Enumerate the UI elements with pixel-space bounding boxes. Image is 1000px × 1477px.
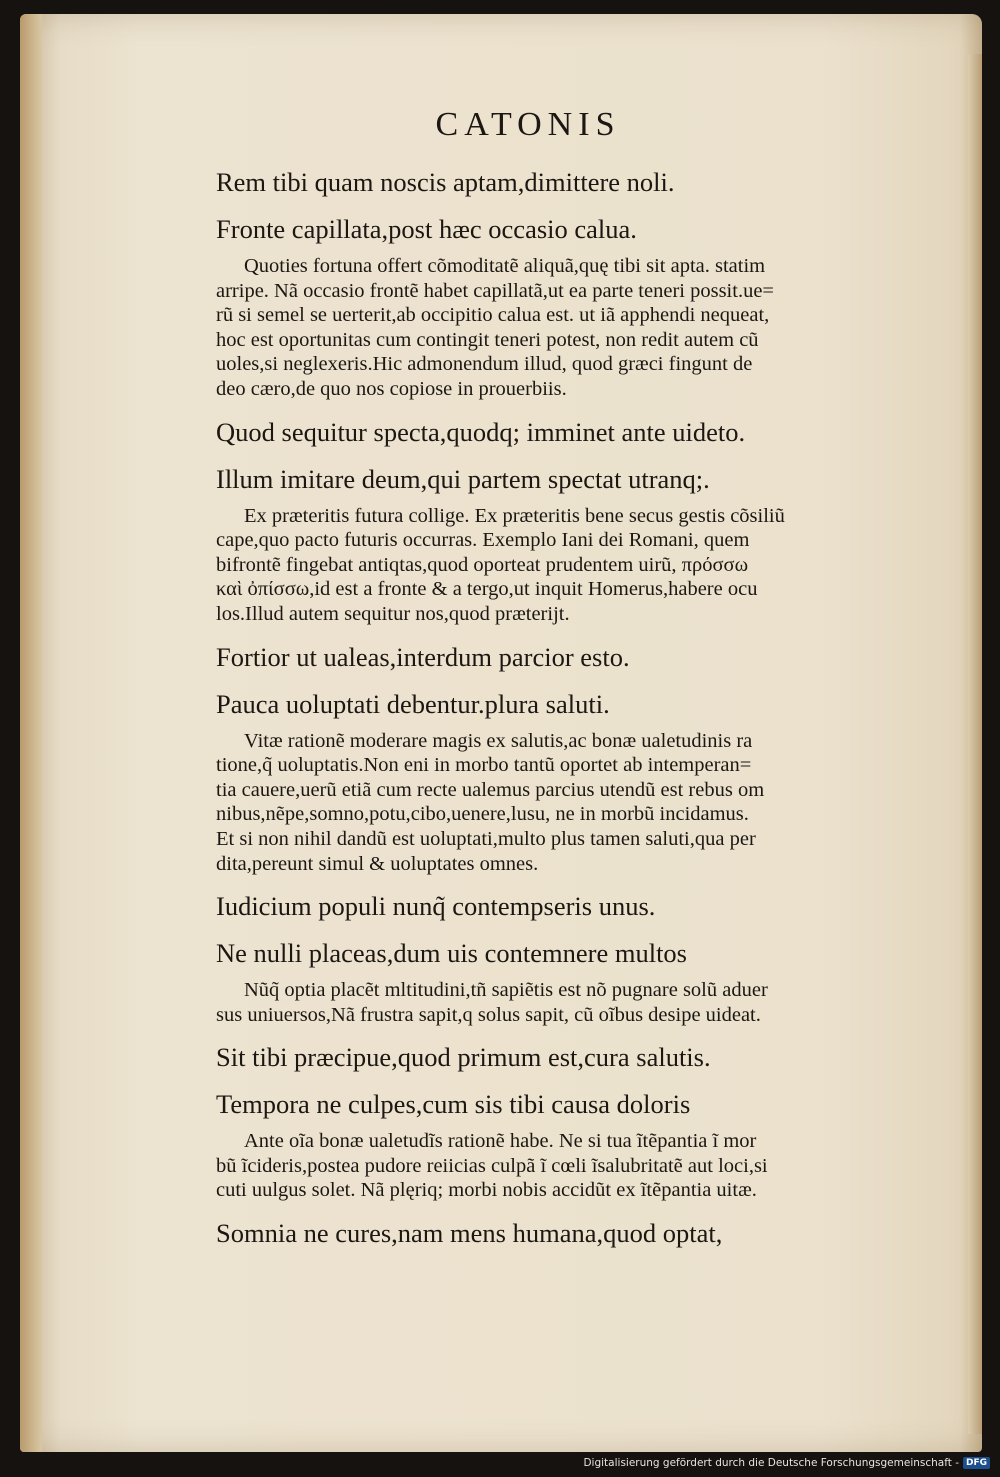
verse-line: Quod sequitur specta,quodq; imminet ante uideto. xyxy=(216,416,746,447)
commentary-line: rũ si semel se uerterit,ab occipitio calua est. ut iã apphendi nequeat, xyxy=(216,304,770,327)
commentary-line: tia cauere,uerũ etiã cum recte ualemus parcius utendũ est rebus om xyxy=(216,778,765,801)
verse-line: Ne nulli placeas,dum uis contemnere multos xyxy=(216,938,687,969)
commentary-line: deo cæro,de quo nos copiose in prouerbiis. xyxy=(216,377,567,400)
commentary-line: Vitæ rationẽ moderare magis ex salutis,ac bonæ ualetudinis ra xyxy=(244,729,753,752)
commentary-paragraph xyxy=(216,254,906,402)
commentary-line: Ex præteritis futura collige. Ex præteritis bene secus gestis cõsiliũ xyxy=(244,504,785,527)
commentary-paragraph xyxy=(216,978,906,1027)
verse-line: Pauca uoluptati debentur.plura saluti. xyxy=(216,688,610,719)
commentary-line: arripe. Nã occasio frontẽ habet capillatã,ut ea parte teneri possit.ue= xyxy=(216,279,774,302)
commentary-line: Nũq̃ optia placẽt mltitudini,tñ sapiẽtis est nõ pugnare solũ aduer xyxy=(244,979,768,1002)
commentary-line: hoc est oportunitas cum contingit teneri potest, non redit autem cũ xyxy=(216,328,759,351)
commentary-line: bũ ĩcideris,postea pudore reiicias culpã ĩ cœli ĩsalubritatẽ aut loci,si xyxy=(216,1154,768,1177)
commentary-line: nibus,nẽpe,somno,potu,cibo,uenere,lusu, ne in morbũ incidamus. xyxy=(216,803,749,826)
verse-line: Fronte capillata,post hæc occasio calua. xyxy=(216,214,637,244)
book-page xyxy=(20,14,982,1452)
commentary-line: uoles,si neglexeris.Hic admonendum illud, quod græci fingunt de xyxy=(216,353,753,376)
footer-credit: Digitalisierung gefördert durch die Deutsche Forschungsgemeinschaft - xyxy=(583,1457,959,1469)
commentary-line: καὶ ὀπίσσω,id est a fronte & a tergo,ut inquit Homerus,habere ocu xyxy=(216,578,758,601)
verse-and-commentary xyxy=(192,158,912,1256)
dfg-logo: DFG xyxy=(963,1457,990,1469)
commentary-paragraph xyxy=(216,729,906,877)
verse-line: Sit tibi præcipue,quod primum est,cura salutis. xyxy=(216,1042,711,1073)
commentary-line: Quoties fortuna offert cõmoditatẽ aliquã,quę tibi sit apta. statim xyxy=(244,255,766,277)
commentary-line: bifrontẽ fingebat antiqtas,quod oporteat prudentem uirũ, πρόσσω xyxy=(216,553,749,576)
commentary-line: cape,quo pacto futuris occurras. Exemplo Iani dei Romani, quem xyxy=(216,529,750,552)
verse-line: Somnia ne cures,nam mens humana,quod optat, xyxy=(216,1218,723,1249)
commentary-line: Ante oĩa bonæ ualetudĩs rationẽ habe. Ne si tua ĩtẽpantia ĩ mor xyxy=(244,1130,757,1153)
page-edge-left xyxy=(20,14,42,1452)
commentary-line: sus uniuersos,Nã frustra sapit,q solus sapit, cũ oĩbus desipe uideat. xyxy=(216,1003,761,1026)
commentary-paragraph xyxy=(216,1129,906,1203)
verse-line: Tempora ne culpes,cum sis tibi causa doloris xyxy=(216,1089,691,1120)
commentary-line: los.Illud autem sequitur nos,quod præterijt. xyxy=(216,602,570,625)
commentary-paragraph xyxy=(216,504,906,627)
verse-line: Rem tibi quam noscis aptam,dimittere noli. xyxy=(216,167,675,197)
commentary-line: cuti uulgus solet. Nã plęriq; morbi nobis accidũt ex ĩtẽpantia uitæ. xyxy=(216,1179,757,1202)
commentary-line: Et si non nihil dandũ est uoluptati,multo plus tamen saluti,qua per xyxy=(216,827,756,850)
page-edge-right xyxy=(968,54,982,1434)
commentary-line: dita,pereunt simul & uoluptates omnes. xyxy=(216,852,539,875)
footer xyxy=(583,1457,990,1469)
running-head: CATONIS xyxy=(435,106,621,143)
verse-line: Iudicium populi nunq̃ contempseris unus. xyxy=(216,891,656,922)
verse-line: Illum imitare deum,qui partem spectat utranq;. xyxy=(216,463,710,494)
verse-line: Fortior ut ualeas,interdum parcior esto. xyxy=(216,641,630,672)
text-block xyxy=(192,96,912,1256)
commentary-line: tione,q̃ uoluptatis.Non eni in morbo tantũ oportet ab intemperan= xyxy=(216,754,752,777)
